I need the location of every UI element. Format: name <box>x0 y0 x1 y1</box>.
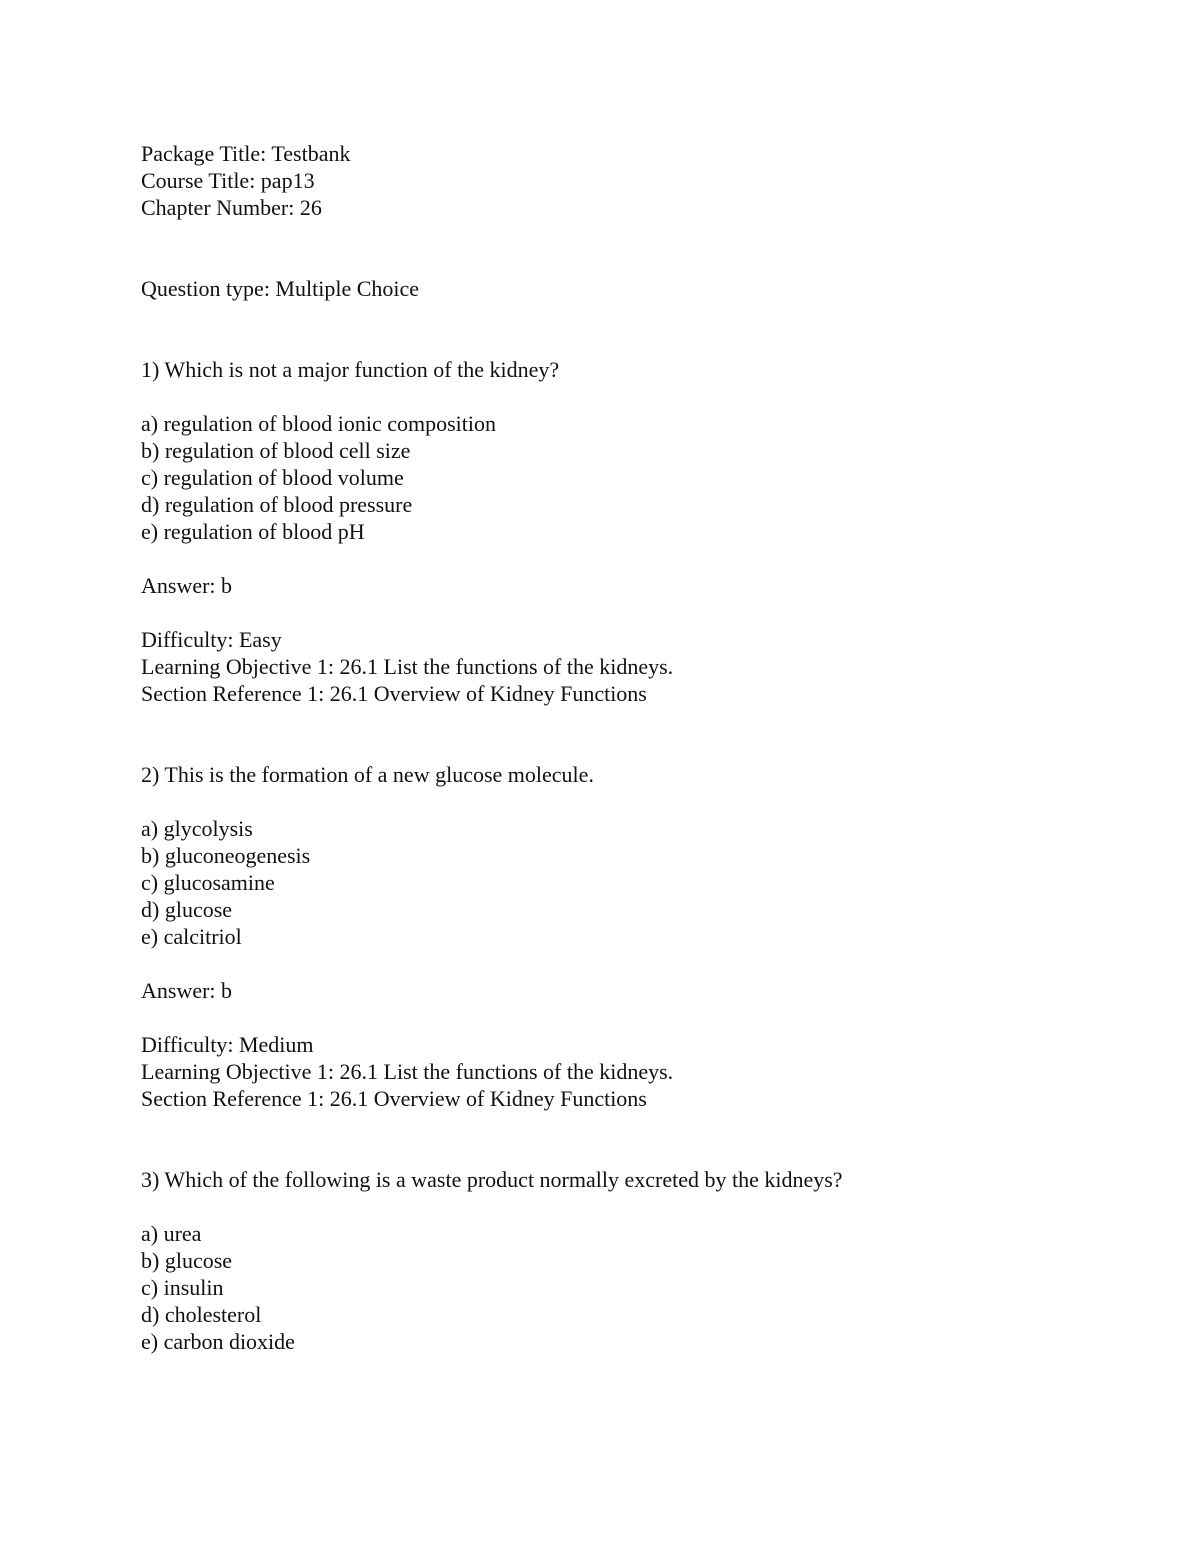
spacer <box>141 1004 1091 1031</box>
answer-option: a) regulation of blood ionic composition <box>141 411 496 436</box>
answer-option: a) glycolysis <box>141 816 253 841</box>
answer-option: e) regulation of blood pH <box>141 519 365 544</box>
difficulty: Difficulty: Easy <box>141 627 282 652</box>
learning-objective: Learning Objective 1: 26.1 List the functions of the kidneys. <box>141 1059 674 1084</box>
answer-option: b) regulation of blood cell size <box>141 438 411 463</box>
spacer <box>141 707 1091 761</box>
answer-option: d) regulation of blood pressure <box>141 492 413 517</box>
spacer <box>141 221 1091 275</box>
answer-key: Answer: b <box>141 573 233 598</box>
answer-option: c) insulin <box>141 1275 224 1300</box>
answer-option: e) calcitriol <box>141 924 242 949</box>
chapter-number: Chapter Number: 26 <box>141 195 322 220</box>
spacer <box>141 1193 1091 1220</box>
spacer <box>141 302 1091 356</box>
package-title: Package Title: Testbank <box>141 141 351 166</box>
answer-key: Answer: b <box>141 978 233 1003</box>
question-prompt: 1) Which is not a major function of the kidney? <box>141 357 560 382</box>
spacer <box>141 788 1091 815</box>
difficulty: Difficulty: Medium <box>141 1032 314 1057</box>
answer-option: d) glucose <box>141 897 233 922</box>
answer-option: e) carbon dioxide <box>141 1329 295 1354</box>
answer-option: c) glucosamine <box>141 870 275 895</box>
question-prompt: 2) This is the formation of a new glucose molecule. <box>141 762 594 787</box>
section-reference: Section Reference 1: 26.1 Overview of Kidney Functions <box>141 681 647 706</box>
answer-option: c) regulation of blood volume <box>141 465 404 490</box>
question-prompt: 3) Which of the following is a waste product normally excreted by the kidneys? <box>141 1167 843 1192</box>
question-type: Question type: Multiple Choice <box>141 276 420 301</box>
document-content <box>141 140 1091 1355</box>
section-reference: Section Reference 1: 26.1 Overview of Kidney Functions <box>141 1086 647 1111</box>
spacer <box>141 545 1091 572</box>
spacer <box>141 950 1091 977</box>
course-title: Course Title: pap13 <box>141 168 315 193</box>
spacer <box>141 599 1091 626</box>
learning-objective: Learning Objective 1: 26.1 List the functions of the kidneys. <box>141 654 674 679</box>
answer-option: a) urea <box>141 1221 202 1246</box>
answer-option: d) cholesterol <box>141 1302 262 1327</box>
spacer <box>141 1112 1091 1166</box>
answer-option: b) gluconeogenesis <box>141 843 311 868</box>
spacer <box>141 383 1091 410</box>
answer-option: b) glucose <box>141 1248 233 1273</box>
